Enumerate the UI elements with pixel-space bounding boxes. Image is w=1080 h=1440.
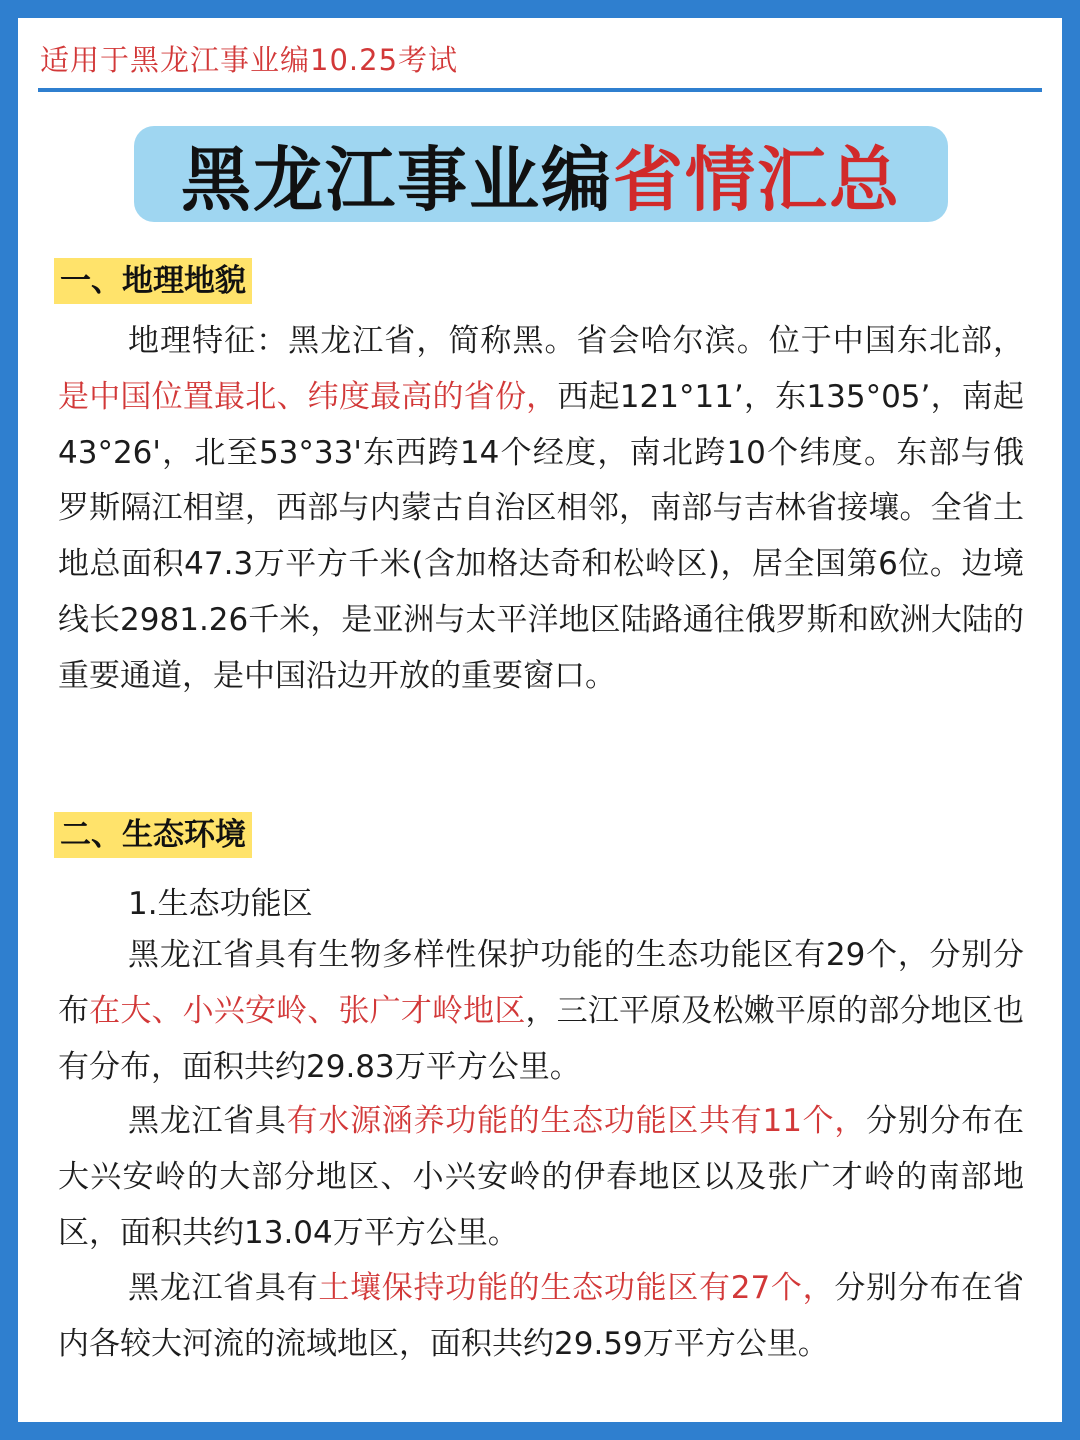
- header-divider: [38, 88, 1042, 92]
- biodiversity-paragraph: [58, 928, 1024, 1095]
- biodiversity-highlight: 在大、小兴安岭、张广才岭地区: [89, 992, 526, 1029]
- soil-text-c: 分别分布在省内各较大河流的流域地区，面积共约29.59万平方公里。: [58, 1270, 1024, 1362]
- section-heading-ecology: 二、生态环境: [54, 812, 252, 858]
- water-text-a: 黑龙江省具: [128, 1103, 287, 1139]
- water-paragraph: [58, 1094, 1024, 1261]
- exam-tag: 适用于黑龙江事业编10.25考试: [40, 43, 459, 77]
- geography-paragraph: [58, 314, 1024, 705]
- water-highlight: 有水源涵养功能的生态功能区共有11个，: [286, 1103, 867, 1139]
- soil-text-a: 黑龙江省具有: [128, 1270, 319, 1306]
- title-red-part: 省情汇总: [613, 137, 901, 221]
- geography-text-a: 地理特征：黑龙江省，简称黑。省会哈尔滨。位于中国东北部，: [128, 323, 1024, 359]
- biodiversity-text-a: 黑龙江省具有生物多样性保护功能的生态功能区有29个，分别分布: [58, 937, 1024, 1029]
- page-card: [18, 18, 1062, 1422]
- water-text-c: 分别分布在大兴安岭的大部分地区、小兴安岭的伊春地区以及张广才岭的南部地区，面积共约13.04万平方公里。: [58, 1103, 1025, 1251]
- page-title: [134, 126, 948, 222]
- soil-highlight: 土壤保持功能的生态功能区有27个，: [318, 1270, 835, 1306]
- title-black-part: 黑龙江事业编: [181, 137, 613, 221]
- soil-paragraph: [58, 1261, 1024, 1373]
- geography-highlight: 是中国位置最北、纬度最高的省份，: [58, 378, 558, 415]
- subheading-eco-zones: 1.生态功能区: [128, 886, 313, 922]
- biodiversity-text-c: ，三江平原及松嫩平原的部分地区也有分布，面积共约29.83万平方公里。: [58, 992, 1025, 1085]
- section-heading-geography: 一、地理地貌: [54, 258, 252, 304]
- geography-text-c: 西起121°11’，东135°05’，南起43°26'，北至53°33'东西跨14个经度，南北跨10个纬度。东部与俄罗斯隔江相望，西部与内蒙古自治区相邻，南部与吉林省接壤。全省土地总面积47.3万平方千米(含加格达奇和松岭区)，居全国第6位。边境线长2981.26千米，是亚洲与太平洋地区陆路通往俄罗斯和欧洲大陆的重要通道，是中国沿边开放的重要窗口。: [58, 378, 1024, 694]
